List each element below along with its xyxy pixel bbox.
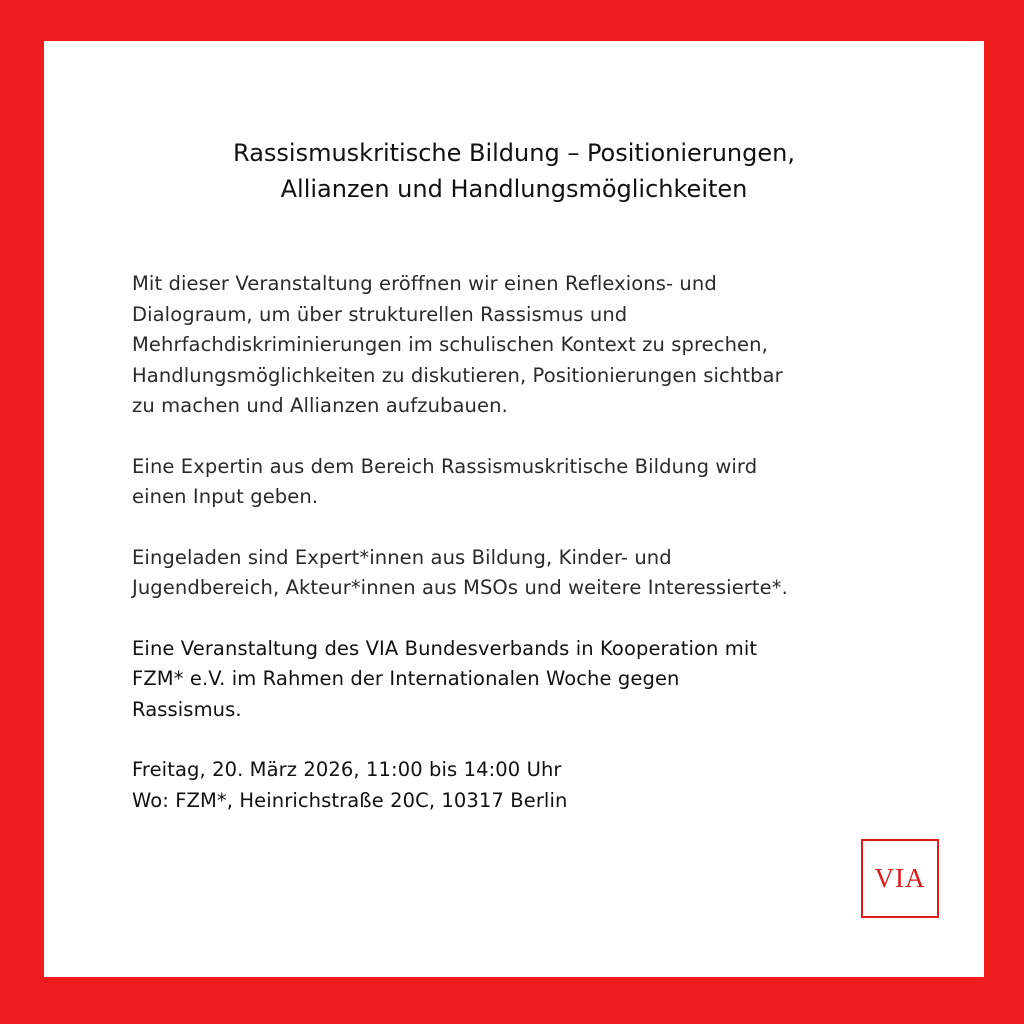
event-description xyxy=(132,269,932,816)
text-line: Eine Expertin aus dem Bereich Rassismuskritische Bildung wird xyxy=(132,454,758,478)
organizer-paragraph xyxy=(132,634,932,726)
event-title xyxy=(44,135,984,207)
text-line: zu machen und Allianzen aufzubauen. xyxy=(132,394,508,417)
expert-paragraph xyxy=(132,452,932,513)
intro-paragraph xyxy=(132,269,932,422)
text-line: Handlungsmöglichkeiten zu diskutieren, Positionierungen sichtbar xyxy=(132,363,783,387)
white-card xyxy=(44,41,984,977)
text-line: Rassismus. xyxy=(132,697,242,721)
text-line: Mit dieser Veranstaltung eröffnen wir einen Reflexions- und xyxy=(132,272,717,295)
title-line: Rassismuskritische Bildung – Positionierungen, xyxy=(233,139,795,167)
text-line: Mehrfachdiskriminierungen im schulischen Kontext zu sprechen, xyxy=(132,333,768,356)
invited-paragraph xyxy=(132,543,932,604)
text-line: Eine Veranstaltung des VIA Bundesverbands in Kooperation mit xyxy=(132,636,758,660)
event-location: Wo: FZM*, Heinrichstraße 20C, 10317 Berlin xyxy=(132,788,568,812)
title-line: Allianzen und Handlungsmöglichkeiten xyxy=(280,175,748,203)
text-line: FZM* e.V. im Rahmen der Internationalen Woche gegen xyxy=(132,667,680,690)
text-line: Eingeladen sind Expert*innen aus Bildung, Kinder- und xyxy=(132,545,672,569)
text-line: Jugendbereich, Akteur*innen aus MSOs und weitere Interessierte*. xyxy=(132,576,788,599)
event-date: Freitag, 20. März 2026, 11:00 bis 14:00 Uhr xyxy=(132,758,562,781)
via-logo xyxy=(861,839,939,918)
text-line: einen Input geben. xyxy=(132,485,319,508)
logo-text: VIA xyxy=(874,863,926,893)
text-line: Dialograum, um über strukturellen Rassismus und xyxy=(132,302,628,326)
event-details xyxy=(132,755,932,816)
